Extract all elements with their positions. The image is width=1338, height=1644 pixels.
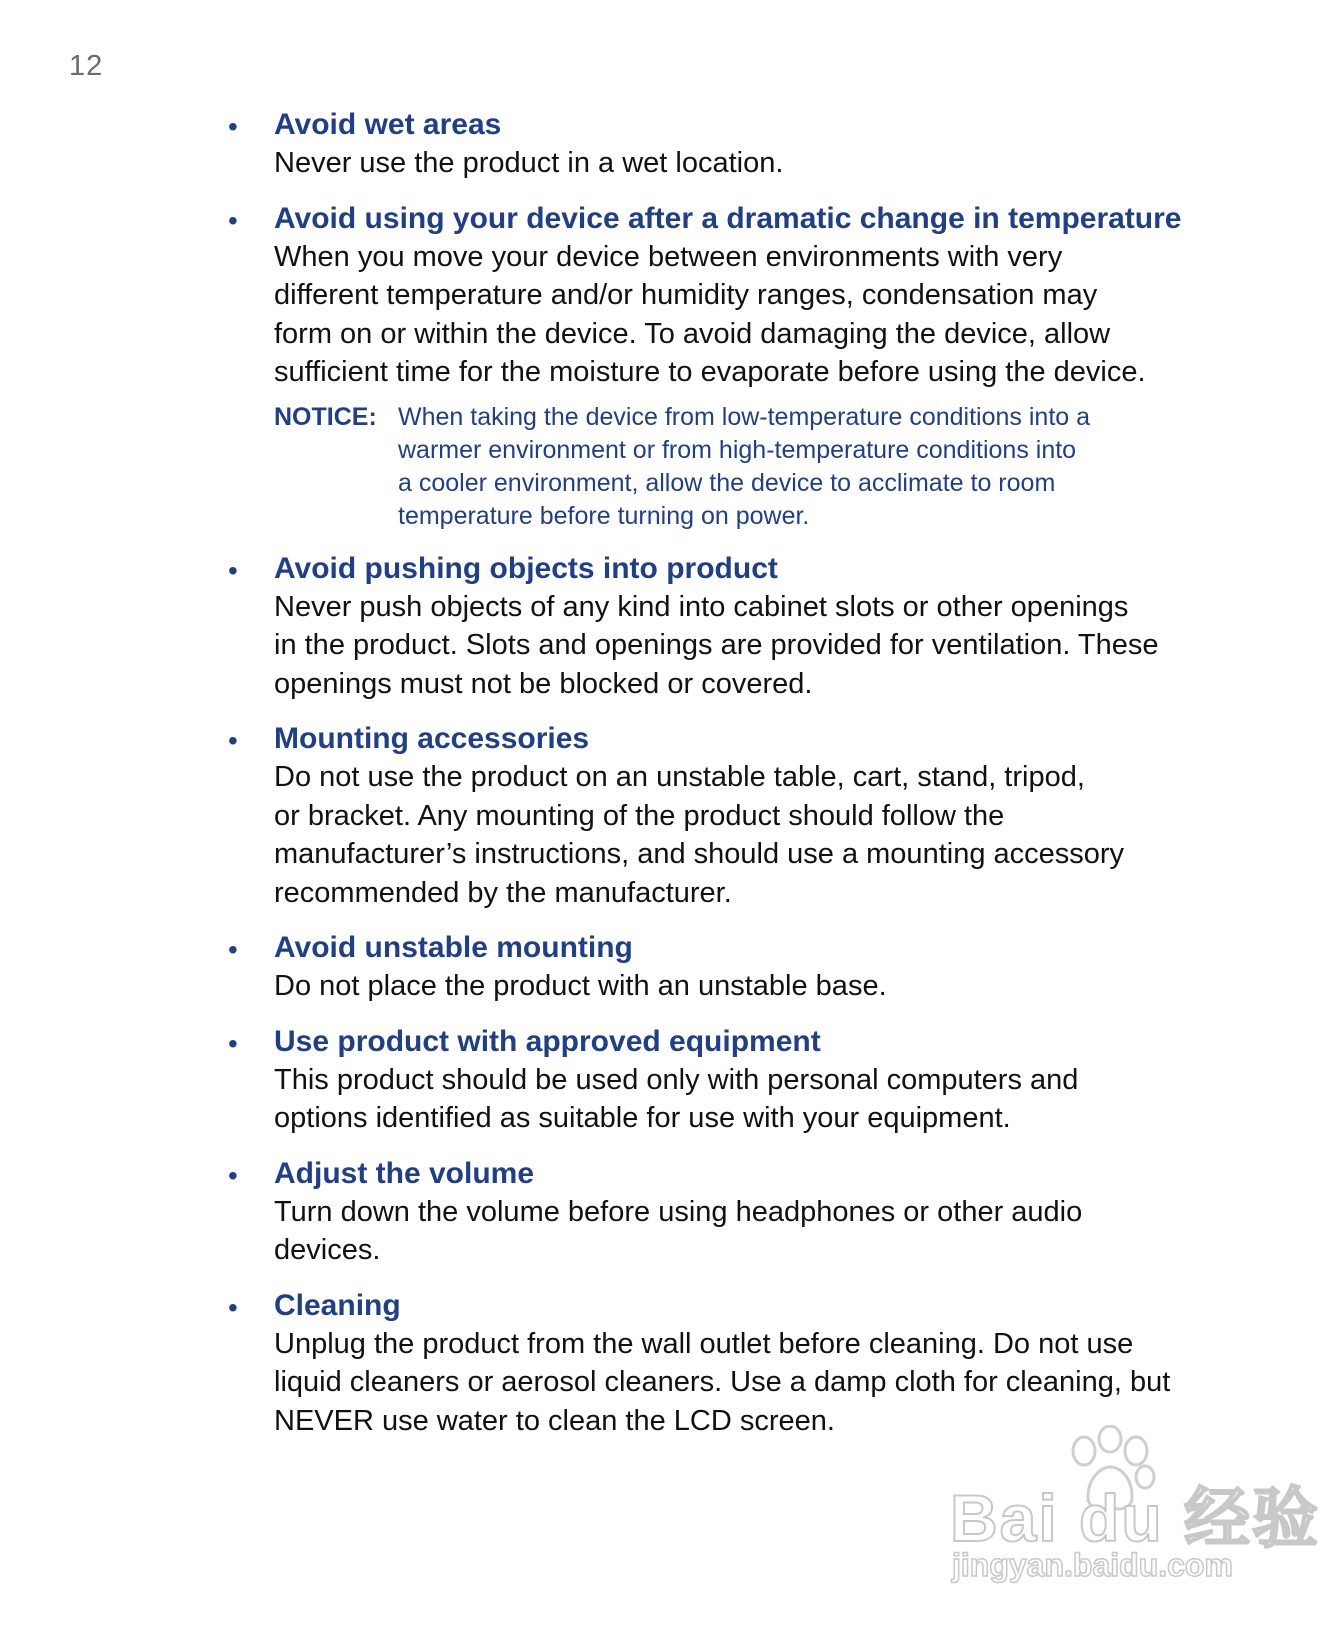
notice-label: NOTICE: [274,402,377,431]
bullet: • [228,554,238,586]
bullet: • [228,1027,238,1059]
page-number: 12 [69,50,104,82]
body-line: form on or within the device. To avoid damaging the device, allow [274,317,1111,350]
bullet: • [228,111,238,142]
bullet: • [228,725,238,756]
body-line: Unplug the product from the wall outlet before cleaning. Do not use [274,1327,1134,1360]
body-line: Do not use the product on an unstable table, cart, stand, tripod, [274,761,1085,793]
list-item [228,550,1208,704]
body-line: sufficient time for the moisture to evaporate before using the device. [274,356,1146,388]
list-item [228,106,1208,183]
list-item [228,1287,1208,1441]
list-item [228,929,1208,1006]
list-item [228,1023,1208,1138]
body-line: options identified as suitable for use with your equipment. [274,1102,1011,1134]
body-line: manufacturer’s instructions, and should use a mounting accessory [274,838,1125,870]
item-body [274,1061,1208,1138]
body-line: devices. [274,1234,381,1266]
list-item [228,720,1208,912]
body-line: Turn down the volume before using headphones or other audio [274,1195,1083,1228]
item-heading: Cleaning [274,1288,401,1322]
body-line: in the product. Slots and openings are provided for ventilation. These [274,629,1159,661]
notice-block [274,401,1208,533]
body-line: Never push objects of any kind into cabinet slots or other openings [274,590,1129,623]
watermark-logo-text: Bai du 经验 [950,1481,1321,1555]
item-body [274,967,1208,1006]
item-body [274,1325,1208,1441]
watermark-url: jingyan.baidu.com [952,1547,1233,1583]
bullet: • [228,934,238,965]
notice-line: a cooler environment, allow the device to acclimate to room [398,468,1056,497]
item-body [274,1193,1208,1270]
body-line: or bracket. Any mounting of the product should follow the [274,799,1005,832]
notice-line: warmer environment or from high-temperature conditions into [398,435,1077,464]
bullet: • [228,204,238,236]
body-line: NEVER use water to clean the LCD screen. [274,1404,835,1437]
item-heading: Use product with approved equipment [274,1024,821,1058]
notice-line: When taking the device from low-temperature conditions into a [398,402,1091,431]
body-line: Do not place the product with an unstable base. [274,970,887,1002]
notice-text [398,401,1208,533]
item-heading: Avoid unstable mounting [274,931,633,964]
item-body [274,588,1208,704]
body-line: different temperature and/or humidity ranges, condensation may [274,279,1098,311]
item-heading: Adjust the volume [274,1156,535,1190]
bullet: • [228,1159,238,1191]
item-body [274,144,1208,183]
list-item [228,1155,1208,1270]
body-line: When you move your device between environments with very [274,240,1063,273]
body-line: This product should be used only with personal computers and [274,1063,1079,1096]
body-line: liquid cleaners or aerosol cleaners. Use a damp cloth for cleaning, but [274,1366,1171,1398]
baidu-watermark [950,1425,1321,1595]
safety-list [228,106,1208,1457]
item-heading: Avoid pushing objects into product [274,551,778,585]
body-line: openings must not be blocked or covered. [274,667,813,700]
item-heading: Avoid using your device after a dramatic change in temperature [274,201,1182,235]
bullet: • [228,1291,238,1323]
body-line: Never use the product in a wet location. [274,147,784,179]
body-line: recommended by the manufacturer. [274,876,732,909]
item-heading: Mounting accessories [274,722,590,755]
item-heading: Avoid wet areas [274,108,502,141]
notice-line: temperature before turning on power. [398,501,810,530]
item-body [274,238,1208,392]
list-item [228,200,1208,533]
item-body [274,758,1208,912]
